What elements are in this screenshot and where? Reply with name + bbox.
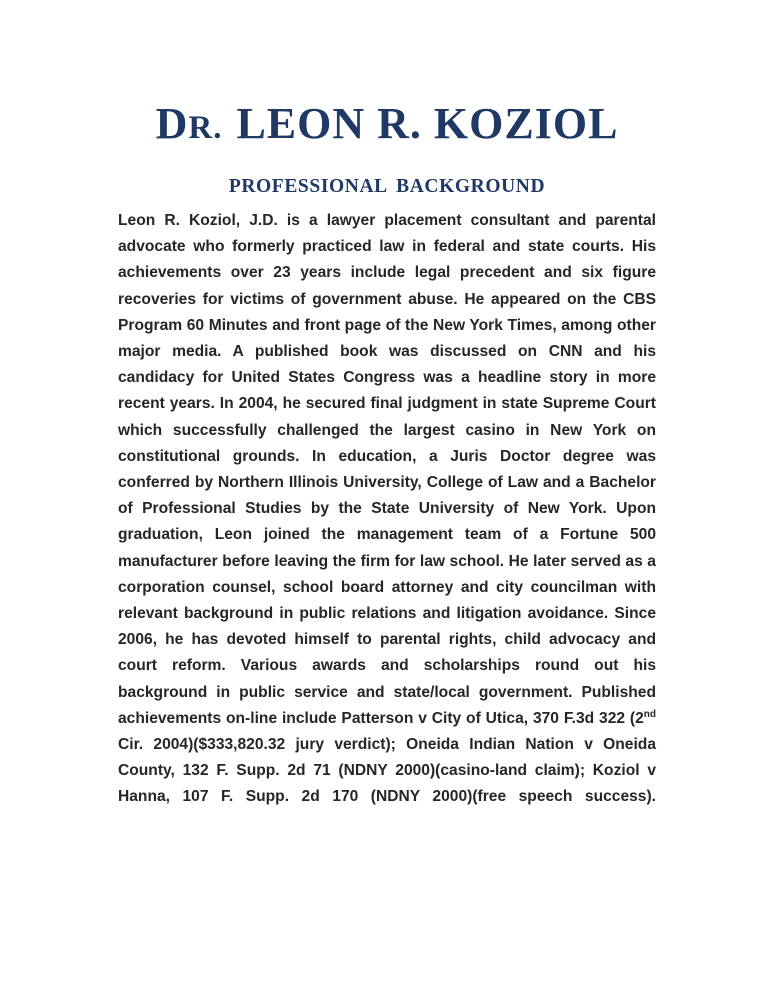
title-name: LEON R. KOZIOL — [236, 99, 619, 148]
bio-text-part2: Cir. 2004)($333,820.32 jury verdict); Oneida Indian Nation v Oneida County, 132 F. Supp. 2d 71 (NDNY 2000)(casino-land claim); Koziol v Hanna, 107 F. Supp. 2d 170 (NDNY 2000)(free speech success). — [118, 736, 656, 806]
bio-text-part1: Leon R. Koziol, J.D. is a lawyer placement consultant and parental advocate who formerly practiced law in federal and state courts. His achievements over 23 years include legal precedent and six figure recoveries for victims of government abuse. He appeared on the CBS Program 60 Minutes and front page of the New York Times, among other major media. A published book was discussed on CNN and his candidacy for United States Congress was a headline story in more recent years. In 2004, he secured final judgment in state Supreme Court which successfully challenged the largest casino in New York on constitutional grounds. In education, a Juris Doctor degree was conferred by Northern Illinois University, College of Law and a Bachelor of Professional Studies by the State University of New York. Upon graduation, Leon joined the management team of a Fortune 500 manufacturer before leaving the firm for law school. He later served as a corporation counsel, school board attorney and city councilman with relevant background in public relations and litigation avoidance. Since 2006, he has devoted himself to parental rights, child advocacy and court reform. Various awards and scholarships round out his background in public service and state/local government. Published achievements on-line include Patterson v City of Utica, 370 F.3d 322 (2 — [118, 212, 656, 727]
title-initial: D — [155, 99, 189, 148]
title-abbrev: R. — [188, 110, 223, 146]
ordinal-superscript: nd — [643, 708, 656, 720]
section-heading: PROFESSIONAL BACKGROUND — [228, 176, 546, 197]
page-title — [118, 96, 656, 156]
bio-paragraph — [118, 208, 656, 811]
